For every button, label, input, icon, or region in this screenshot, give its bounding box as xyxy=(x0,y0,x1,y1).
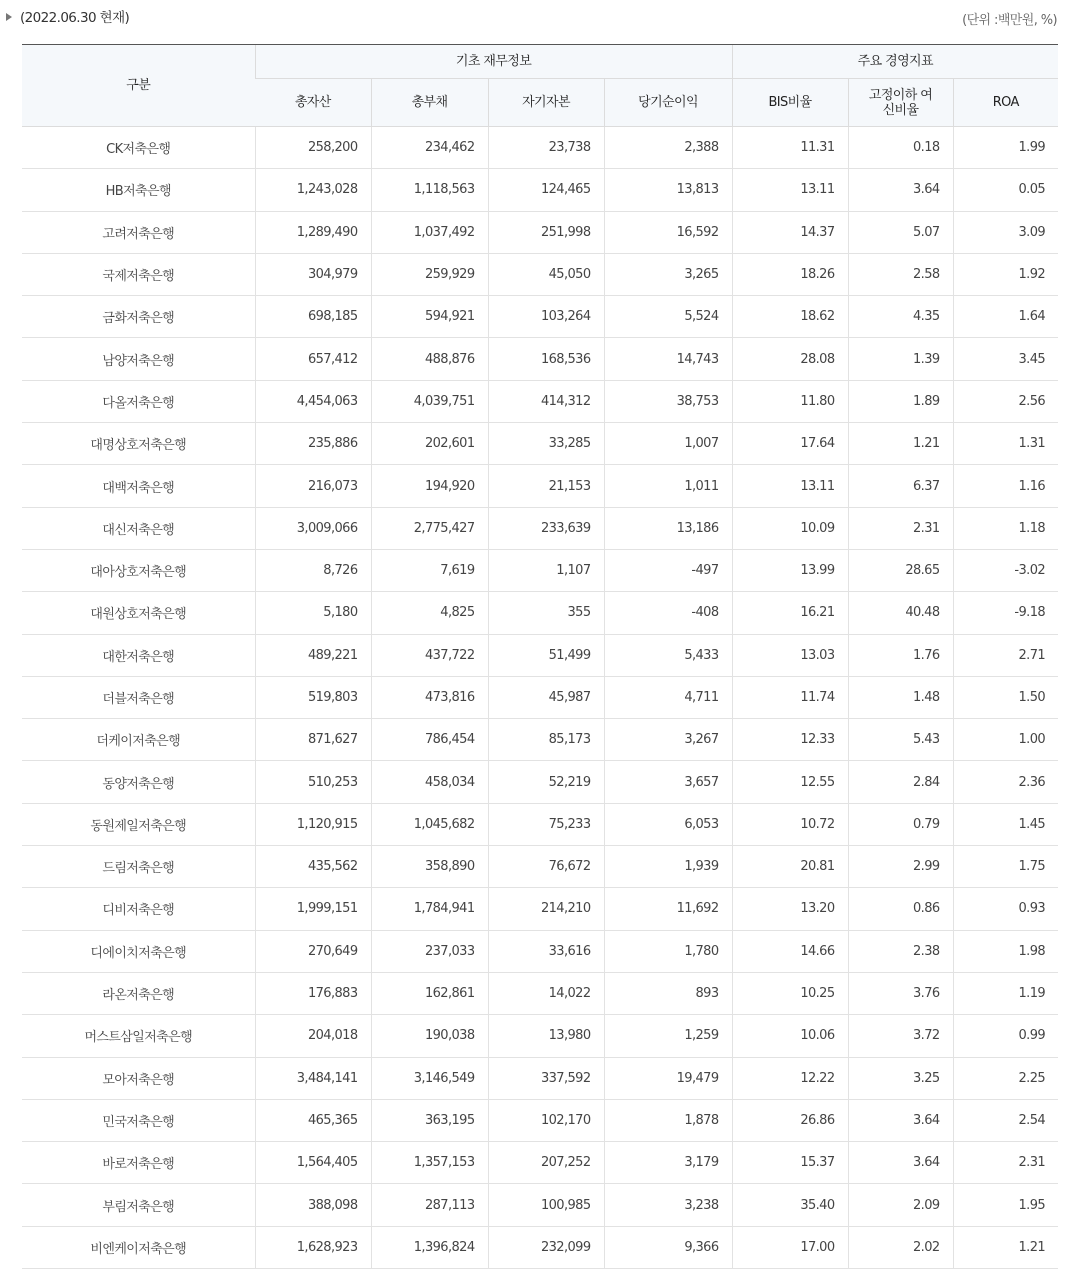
bank-name-cell: 대명상호저축은행 xyxy=(22,423,255,465)
bank-name-cell: 대원상호저축은행 xyxy=(22,592,255,634)
value-cell: 2,775,427 xyxy=(371,507,488,549)
value-cell: 363,195 xyxy=(371,1099,488,1141)
value-cell: 3,484,141 xyxy=(255,1057,371,1099)
value-cell: 11.31 xyxy=(732,127,848,169)
value-cell: 2.36 xyxy=(953,761,1058,803)
value-cell: 0.79 xyxy=(848,803,953,845)
value-cell: 488,876 xyxy=(371,338,488,380)
value-cell: 519,803 xyxy=(255,676,371,718)
value-cell: 2.38 xyxy=(848,930,953,972)
value-cell: 10.72 xyxy=(732,803,848,845)
bank-name-cell: 민국저축은행 xyxy=(22,1099,255,1141)
value-cell: 176,883 xyxy=(255,972,371,1014)
value-cell: 1,120,915 xyxy=(255,803,371,845)
value-cell: 786,454 xyxy=(371,719,488,761)
value-cell: 7,619 xyxy=(371,549,488,591)
value-cell: 3.76 xyxy=(848,972,953,1014)
table-row xyxy=(22,380,1058,422)
value-cell: 3,657 xyxy=(604,761,732,803)
value-cell: 1,396,824 xyxy=(371,1226,488,1268)
value-cell: 5.43 xyxy=(848,719,953,761)
value-cell: 13.11 xyxy=(732,169,848,211)
bank-name-cell: 부림저축은행 xyxy=(22,1184,255,1226)
value-cell: 102,170 xyxy=(488,1099,604,1141)
bank-name-cell: 머스트삼일저축은행 xyxy=(22,1015,255,1057)
value-cell: 1,118,563 xyxy=(371,169,488,211)
value-cell: 3.25 xyxy=(848,1057,953,1099)
bank-name-cell: 디에이치저축은행 xyxy=(22,930,255,972)
bank-name-cell: 더케이저축은행 xyxy=(22,719,255,761)
value-cell: -3.02 xyxy=(953,549,1058,591)
value-cell: 40.48 xyxy=(848,592,953,634)
value-cell: 14,022 xyxy=(488,972,604,1014)
value-cell: 14,743 xyxy=(604,338,732,380)
bank-name-cell: 동원제일저축은행 xyxy=(22,803,255,845)
header-npl-ratio: 고정이하 여신비율 xyxy=(848,79,953,127)
table-row xyxy=(22,719,1058,761)
value-cell: 1,939 xyxy=(604,846,732,888)
value-cell: 489,221 xyxy=(255,634,371,676)
value-cell: 2.31 xyxy=(953,1142,1058,1184)
value-cell: 45,050 xyxy=(488,253,604,295)
value-cell: 1,259 xyxy=(604,1015,732,1057)
bank-name-cell: 고려저축은행 xyxy=(22,211,255,253)
bank-name-cell: 더블저축은행 xyxy=(22,676,255,718)
bank-name-cell: 모아저축은행 xyxy=(22,1057,255,1099)
value-cell: 13.03 xyxy=(732,634,848,676)
value-cell: 2.99 xyxy=(848,846,953,888)
value-cell: 414,312 xyxy=(488,380,604,422)
value-cell: 0.99 xyxy=(953,1015,1058,1057)
table-row xyxy=(22,169,1058,211)
value-cell: 35.40 xyxy=(732,1184,848,1226)
table-row xyxy=(22,423,1058,465)
value-cell: 3,267 xyxy=(604,719,732,761)
table-row xyxy=(22,127,1058,169)
value-cell: 16.21 xyxy=(732,592,848,634)
table-row xyxy=(22,972,1058,1014)
value-cell: 258,200 xyxy=(255,127,371,169)
value-cell: 28.65 xyxy=(848,549,953,591)
table-row xyxy=(22,253,1058,295)
value-cell: 14.37 xyxy=(732,211,848,253)
value-cell: 194,920 xyxy=(371,465,488,507)
value-cell: 871,627 xyxy=(255,719,371,761)
value-cell: 1,011 xyxy=(604,465,732,507)
header-bis-ratio: BIS비율 xyxy=(732,79,848,127)
value-cell: 0.86 xyxy=(848,888,953,930)
value-cell: 358,890 xyxy=(371,846,488,888)
value-cell: 0.05 xyxy=(953,169,1058,211)
table-row xyxy=(22,1057,1058,1099)
value-cell: 1.99 xyxy=(953,127,1058,169)
value-cell: 1.92 xyxy=(953,253,1058,295)
value-cell: 355 xyxy=(488,592,604,634)
table-row xyxy=(22,761,1058,803)
unit-note: (단위 :백만원, %) xyxy=(962,13,1057,28)
value-cell: 5,180 xyxy=(255,592,371,634)
value-cell: 6.37 xyxy=(848,465,953,507)
value-cell: 1,999,151 xyxy=(255,888,371,930)
date-caption xyxy=(6,6,129,26)
header-equity: 자기자본 xyxy=(488,79,604,127)
value-cell: 75,233 xyxy=(488,803,604,845)
table-row xyxy=(22,634,1058,676)
value-cell: 1,357,153 xyxy=(371,1142,488,1184)
header-roa: ROA xyxy=(953,79,1058,127)
value-cell: 1.98 xyxy=(953,930,1058,972)
value-cell: 12.55 xyxy=(732,761,848,803)
table-row xyxy=(22,338,1058,380)
value-cell: 437,722 xyxy=(371,634,488,676)
value-cell: 18.26 xyxy=(732,253,848,295)
value-cell: 17.64 xyxy=(732,423,848,465)
value-cell: 0.18 xyxy=(848,127,953,169)
header-group-basic-financials: 기초 재무정보 xyxy=(255,45,732,79)
value-cell: 8,726 xyxy=(255,549,371,591)
value-cell: 51,499 xyxy=(488,634,604,676)
value-cell: 0.93 xyxy=(953,888,1058,930)
value-cell: 11,692 xyxy=(604,888,732,930)
value-cell: 2.09 xyxy=(848,1184,953,1226)
value-cell: 3.72 xyxy=(848,1015,953,1057)
value-cell: 4,039,751 xyxy=(371,380,488,422)
value-cell: 12.22 xyxy=(732,1057,848,1099)
bank-name-cell: 남양저축은행 xyxy=(22,338,255,380)
table-row xyxy=(22,507,1058,549)
bank-name-cell: 다올저축은행 xyxy=(22,380,255,422)
value-cell: 893 xyxy=(604,972,732,1014)
value-cell: 17.00 xyxy=(732,1226,848,1268)
value-cell: 9,366 xyxy=(604,1226,732,1268)
value-cell: 13,980 xyxy=(488,1015,604,1057)
value-cell: 304,979 xyxy=(255,253,371,295)
value-cell: 190,038 xyxy=(371,1015,488,1057)
value-cell: -9.18 xyxy=(953,592,1058,634)
value-cell: 1,243,028 xyxy=(255,169,371,211)
table-row xyxy=(22,803,1058,845)
value-cell: 13.20 xyxy=(732,888,848,930)
value-cell: 3.09 xyxy=(953,211,1058,253)
value-cell: 4.35 xyxy=(848,296,953,338)
value-cell: 10.25 xyxy=(732,972,848,1014)
value-cell: 1,045,682 xyxy=(371,803,488,845)
value-cell: 270,649 xyxy=(255,930,371,972)
value-cell: 214,210 xyxy=(488,888,604,930)
table-row xyxy=(22,549,1058,591)
value-cell: 216,073 xyxy=(255,465,371,507)
header-group-key-indicators: 주요 경영지표 xyxy=(732,45,1058,79)
value-cell: 1.00 xyxy=(953,719,1058,761)
value-cell: 3.64 xyxy=(848,1099,953,1141)
value-cell: 337,592 xyxy=(488,1057,604,1099)
value-cell: 1,289,490 xyxy=(255,211,371,253)
value-cell: 1.64 xyxy=(953,296,1058,338)
value-cell: 1,007 xyxy=(604,423,732,465)
value-cell: 287,113 xyxy=(371,1184,488,1226)
value-cell: 26.86 xyxy=(732,1099,848,1141)
value-cell: 3,179 xyxy=(604,1142,732,1184)
value-cell: 1.19 xyxy=(953,972,1058,1014)
value-cell: 1.76 xyxy=(848,634,953,676)
value-cell: 85,173 xyxy=(488,719,604,761)
value-cell: 1.16 xyxy=(953,465,1058,507)
value-cell: 33,616 xyxy=(488,930,604,972)
value-cell: 5,524 xyxy=(604,296,732,338)
value-cell: 3,265 xyxy=(604,253,732,295)
value-cell: 2.02 xyxy=(848,1226,953,1268)
value-cell: 12.33 xyxy=(732,719,848,761)
bank-name-cell: 대백저축은행 xyxy=(22,465,255,507)
value-cell: 3.64 xyxy=(848,169,953,211)
value-cell: 6,053 xyxy=(604,803,732,845)
value-cell: 2.54 xyxy=(953,1099,1058,1141)
table-row xyxy=(22,888,1058,930)
value-cell: 23,738 xyxy=(488,127,604,169)
header-total-assets: 총자산 xyxy=(255,79,371,127)
value-cell: 3.64 xyxy=(848,1142,953,1184)
value-cell: 204,018 xyxy=(255,1015,371,1057)
value-cell: 388,098 xyxy=(255,1184,371,1226)
value-cell: 21,153 xyxy=(488,465,604,507)
value-cell: 1.75 xyxy=(953,846,1058,888)
value-cell: 657,412 xyxy=(255,338,371,380)
value-cell: 698,185 xyxy=(255,296,371,338)
value-cell: 2.71 xyxy=(953,634,1058,676)
value-cell: 124,465 xyxy=(488,169,604,211)
table-row xyxy=(22,1142,1058,1184)
value-cell: 1.45 xyxy=(953,803,1058,845)
table-row xyxy=(22,296,1058,338)
savings-bank-financials-table xyxy=(22,44,1058,1269)
value-cell: 1.21 xyxy=(848,423,953,465)
value-cell: 2.31 xyxy=(848,507,953,549)
value-cell: 10.09 xyxy=(732,507,848,549)
value-cell: 162,861 xyxy=(371,972,488,1014)
reference-date: (2022.06.30 현재) xyxy=(20,10,130,26)
value-cell: 13,186 xyxy=(604,507,732,549)
bank-name-cell: 대신저축은행 xyxy=(22,507,255,549)
value-cell: 2.84 xyxy=(848,761,953,803)
value-cell: 259,929 xyxy=(371,253,488,295)
bank-name-cell: 라온저축은행 xyxy=(22,972,255,1014)
value-cell: 473,816 xyxy=(371,676,488,718)
value-cell: 594,921 xyxy=(371,296,488,338)
value-cell: 2.56 xyxy=(953,380,1058,422)
value-cell: 1,564,405 xyxy=(255,1142,371,1184)
value-cell: 18.62 xyxy=(732,296,848,338)
value-cell: 1.48 xyxy=(848,676,953,718)
value-cell: 19,479 xyxy=(604,1057,732,1099)
value-cell: 232,099 xyxy=(488,1226,604,1268)
value-cell: -408 xyxy=(604,592,732,634)
value-cell: 5.07 xyxy=(848,211,953,253)
value-cell: 1,780 xyxy=(604,930,732,972)
table-row xyxy=(22,211,1058,253)
value-cell: 1.18 xyxy=(953,507,1058,549)
bank-name-cell: 바로저축은행 xyxy=(22,1142,255,1184)
value-cell: 100,985 xyxy=(488,1184,604,1226)
bank-name-cell: 대한저축은행 xyxy=(22,634,255,676)
value-cell: 14.66 xyxy=(732,930,848,972)
table-caption-bar xyxy=(0,0,1065,34)
table-row xyxy=(22,592,1058,634)
table-row xyxy=(22,1099,1058,1141)
value-cell: 1.95 xyxy=(953,1184,1058,1226)
value-cell: -497 xyxy=(604,549,732,591)
header-total-liabilities: 총부채 xyxy=(371,79,488,127)
value-cell: 13.11 xyxy=(732,465,848,507)
value-cell: 3,009,066 xyxy=(255,507,371,549)
value-cell: 1,784,941 xyxy=(371,888,488,930)
value-cell: 510,253 xyxy=(255,761,371,803)
bank-name-cell: 드림저축은행 xyxy=(22,846,255,888)
value-cell: 28.08 xyxy=(732,338,848,380)
value-cell: 4,711 xyxy=(604,676,732,718)
value-cell: 13,813 xyxy=(604,169,732,211)
bank-name-cell: 금화저축은행 xyxy=(22,296,255,338)
value-cell: 38,753 xyxy=(604,380,732,422)
value-cell: 3,238 xyxy=(604,1184,732,1226)
bank-name-cell: CK저축은행 xyxy=(22,127,255,169)
value-cell: 5,433 xyxy=(604,634,732,676)
value-cell: 15.37 xyxy=(732,1142,848,1184)
value-cell: 207,252 xyxy=(488,1142,604,1184)
value-cell: 10.06 xyxy=(732,1015,848,1057)
value-cell: 2.25 xyxy=(953,1057,1058,1099)
header-category: 구분 xyxy=(22,45,255,127)
value-cell: 33,285 xyxy=(488,423,604,465)
value-cell: 237,033 xyxy=(371,930,488,972)
value-cell: 1,628,923 xyxy=(255,1226,371,1268)
table-row xyxy=(22,1184,1058,1226)
value-cell: 458,034 xyxy=(371,761,488,803)
value-cell: 465,365 xyxy=(255,1099,371,1141)
value-cell: 233,639 xyxy=(488,507,604,549)
value-cell: 1.39 xyxy=(848,338,953,380)
value-cell: 1.21 xyxy=(953,1226,1058,1268)
bank-name-cell: 대아상호저축은행 xyxy=(22,549,255,591)
header-net-income: 당기순이익 xyxy=(604,79,732,127)
value-cell: 13.99 xyxy=(732,549,848,591)
value-cell: 103,264 xyxy=(488,296,604,338)
value-cell: 234,462 xyxy=(371,127,488,169)
value-cell: 16,592 xyxy=(604,211,732,253)
bank-name-cell: 동양저축은행 xyxy=(22,761,255,803)
table-row xyxy=(22,465,1058,507)
value-cell: 4,825 xyxy=(371,592,488,634)
value-cell: 1.50 xyxy=(953,676,1058,718)
value-cell: 2.58 xyxy=(848,253,953,295)
value-cell: 45,987 xyxy=(488,676,604,718)
value-cell: 1,107 xyxy=(488,549,604,591)
table-row xyxy=(22,846,1058,888)
value-cell: 1,878 xyxy=(604,1099,732,1141)
bank-name-cell: HB저축은행 xyxy=(22,169,255,211)
table-row xyxy=(22,930,1058,972)
value-cell: 168,536 xyxy=(488,338,604,380)
bank-name-cell: 국제저축은행 xyxy=(22,253,255,295)
value-cell: 2,388 xyxy=(604,127,732,169)
value-cell: 4,454,063 xyxy=(255,380,371,422)
table-row xyxy=(22,1015,1058,1057)
value-cell: 435,562 xyxy=(255,846,371,888)
value-cell: 76,672 xyxy=(488,846,604,888)
value-cell: 11.80 xyxy=(732,380,848,422)
triangle-bullet-icon xyxy=(6,13,12,21)
value-cell: 52,219 xyxy=(488,761,604,803)
value-cell: 202,601 xyxy=(371,423,488,465)
table-row xyxy=(22,676,1058,718)
value-cell: 20.81 xyxy=(732,846,848,888)
value-cell: 11.74 xyxy=(732,676,848,718)
value-cell: 1,037,492 xyxy=(371,211,488,253)
value-cell: 3,146,549 xyxy=(371,1057,488,1099)
value-cell: 3.45 xyxy=(953,338,1058,380)
value-cell: 1.89 xyxy=(848,380,953,422)
value-cell: 1.31 xyxy=(953,423,1058,465)
value-cell: 235,886 xyxy=(255,423,371,465)
bank-name-cell: 디비저축은행 xyxy=(22,888,255,930)
value-cell: 251,998 xyxy=(488,211,604,253)
table-row xyxy=(22,1226,1058,1268)
bank-name-cell: 비엔케이저축은행 xyxy=(22,1226,255,1268)
